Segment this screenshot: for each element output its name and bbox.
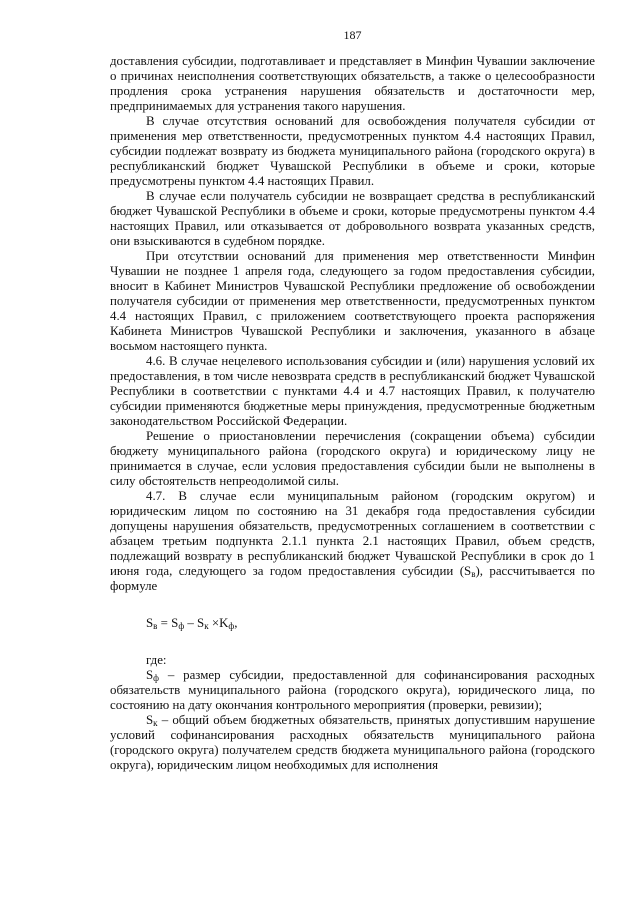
formula-kf-sub: ф bbox=[228, 621, 235, 631]
formula-kf: K bbox=[219, 616, 229, 630]
definition-sk-text: – общий объем бюджетных обязательств, принятых допустившим нарушение условий софинансирования расходных обязательств муниципального района (городского округа) получателем средств бюджета муниципального района (городского округа), юридическим лицом необходимых для исполнения bbox=[110, 713, 595, 772]
paragraph-no-grounds-return: В случае отсутствия оснований для освобождения получателя субсидии от применения мер ответственности, предусмотренных пунктом 4.4 настоящих Правил, субсидии подлежат возврату из бюджета муниципального района (городского округа) в республиканский бюджет Чувашской Республики в объеме и сроки, которые предусмотрены пунктом 4.4 настоящих Правил. bbox=[110, 114, 595, 188]
paragraph-4-6: 4.6. В случае нецелевого использования субсидии и (или) нарушения условий их предоставления, в том числе невозврата средств в республиканский бюджет Чувашской Республики в соответствии с пунктами 4.4 и 4.7 настоящих Правил, к получателю субсидии применяются бюджетные меры принуждения, предусмотренные бюджетным законодательством Российской Федерации. bbox=[110, 354, 595, 428]
formula-sf: S bbox=[171, 616, 179, 630]
formula-minus: – bbox=[184, 616, 198, 630]
formula-end: , bbox=[234, 616, 238, 630]
definition-sf-text: – размер субсидии, предоставленной для софинансирования расходных обязательств муниципального района (городского округа), юридического лица, по состоянию на дату окончания контрольного мероприятия (проверки, ревизии); bbox=[110, 668, 595, 712]
formula-sf-sub: ф bbox=[178, 621, 185, 631]
definition-sf-sub: ф bbox=[153, 673, 160, 683]
document-page bbox=[110, 28, 595, 773]
paragraph-4-7 bbox=[110, 489, 595, 594]
page-number: 187 bbox=[343, 28, 362, 42]
paragraph-4-7-tail: ), рассчитывается по формуле bbox=[110, 564, 595, 593]
paragraph-suspension-decision: Решение о приостановлении перечисления (сокращении объема) субсидии бюджету муниципального района (городского округа) и юридическому лицу не принимается в случае, если условия предоставления субсидии были не выполнены в силу обстоятельств непреодолимой силы. bbox=[110, 429, 595, 488]
where-label: где: bbox=[146, 653, 167, 667]
definition-sk-sub: к bbox=[153, 718, 158, 728]
paragraph-4-7-subscript: в bbox=[471, 569, 476, 579]
formula-sv: S bbox=[146, 616, 154, 630]
paragraph-continuation: доставления субсидии, подготавливает и представляет в Минфин Чувашии заключение о причинах неисполнения соответствующих обязательств, а также о целесообразности продления срока устранения нарушения обязательств и достаточности мер, предпринимаемых для устранения такого нарушения. bbox=[110, 54, 595, 113]
definition-sf bbox=[110, 668, 595, 713]
paragraph-exemption-proposal: При отсутствии оснований для применения мер ответственности Минфин Чувашии не позднее 1 апреля года, следующего за годом предоставления субсидии, вносит в Кабинет Министров Чувашской Республики предложение об освобождении получателя субсидии от применения мер ответственности, предусмотренных пунктом 4.4 настоящих Правил, с приложением соответствующего проекта распоряжения Кабинета Министров Чувашской Республики и заключения, указанного в абзаце восьмом настоящего пункта. bbox=[110, 249, 595, 353]
formula-sk: S bbox=[197, 616, 205, 630]
formula-times: × bbox=[208, 616, 220, 630]
definition-sf-symbol: S bbox=[146, 668, 154, 682]
formula-sv-sub: в bbox=[153, 621, 158, 631]
definition-sk bbox=[110, 713, 595, 773]
definition-sk-symbol: S bbox=[146, 713, 154, 727]
paragraph-4-7-text: 4.7. В случае если муниципальным районом (городским округом) и юридическим лицом по состоянию на 31 декабря года предоставления субсидии допущены нарушения обязательств, предусмотренных соглашением в соответствии с абзацем третьим подпункта 2.1.1 пункта 2.1 настоящих Правил, объем средств, подлежащий возврату в республиканский бюджет Чувашской Республики в срок до 1 июня года, следующего за годом предоставления субсидии (S bbox=[110, 489, 595, 578]
paragraph-court-recovery: В случае если получатель субсидии не возвращает средства в республиканский бюджет Чувашской Республики в объеме и сроки, которые предусмотрены пунктом 4.4 настоящих Правил, или отказывается от добровольного возврата указанных средств, они взыскиваются в судебном порядке. bbox=[110, 189, 595, 248]
formula-sk-sub: к bbox=[204, 621, 209, 631]
formula-equals: = bbox=[157, 616, 172, 630]
formula bbox=[146, 615, 595, 631]
